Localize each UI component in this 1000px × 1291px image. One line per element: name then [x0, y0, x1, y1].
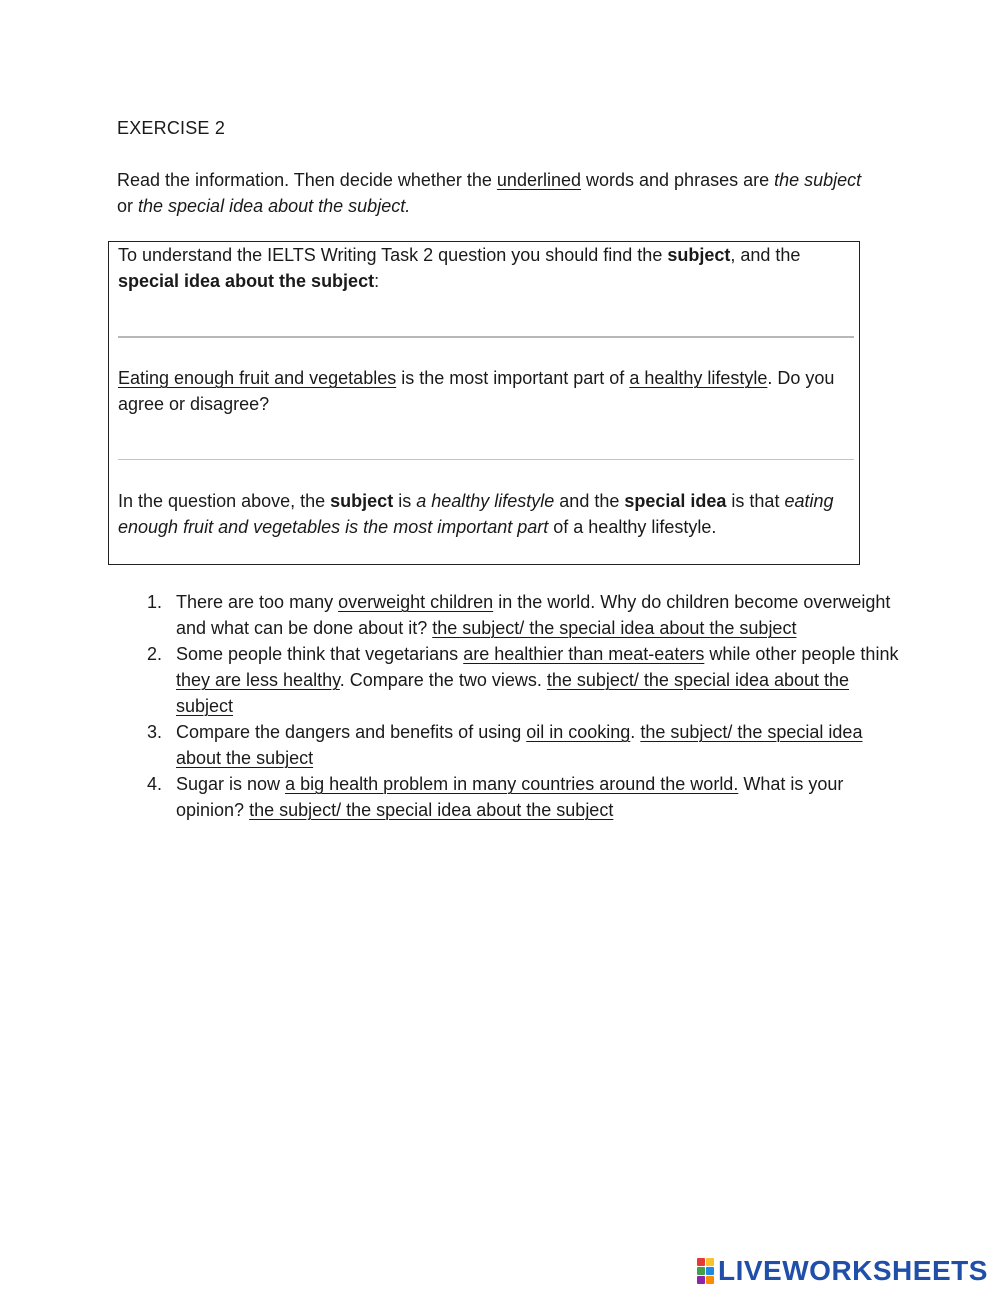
info-box	[108, 241, 860, 565]
explanation-bold-special-idea: special idea	[624, 491, 727, 511]
question-text: Sugar is now	[176, 774, 286, 794]
example-question	[118, 365, 853, 417]
question-text: . Compare the two views.	[339, 670, 547, 690]
example-explanation	[118, 488, 853, 540]
explanation-bold-subject: subject	[330, 491, 394, 511]
info-text: , and the	[730, 245, 801, 265]
intro-italic-subject: the subject	[774, 170, 862, 190]
info-bold-special-idea: special idea about the subject	[118, 271, 375, 291]
question-underlined-phrase: overweight children	[338, 592, 494, 612]
explanation-italic: a healthy lifestyle	[416, 491, 555, 511]
logo-block	[706, 1276, 714, 1284]
logo-block	[706, 1267, 714, 1275]
answer-choice-dropdown[interactable]: the subject/ the special idea about the subject	[249, 800, 614, 820]
question-underlined-phrase: they are less healthy	[176, 670, 340, 690]
example-underlined-special-idea: Eating enough fruit and vegetables	[118, 368, 397, 388]
info-text: To understand the IELTS Writing Task 2 question you should find the	[118, 245, 668, 265]
liveworksheets-logo	[697, 1255, 988, 1287]
explanation-text: of a healthy lifestyle.	[548, 517, 717, 537]
explanation-text: and the	[554, 491, 625, 511]
answer-choice-dropdown[interactable]: the subject/ the special idea about the subject	[176, 722, 863, 768]
info-bold-subject: subject	[667, 245, 731, 265]
question-text: There are too many	[176, 592, 339, 612]
example-underlined-subject: a healthy lifestyle	[629, 368, 768, 388]
question-underlined-phrase: are healthier than meat-eaters	[463, 644, 705, 664]
intro-underlined-word: underlined	[496, 170, 581, 190]
divider	[118, 336, 854, 338]
answer-choice-dropdown[interactable]: the subject/ the special idea about the subject	[176, 670, 850, 716]
logo-blocks-icon	[697, 1258, 714, 1284]
exercise-title: EXERCISE 2	[117, 118, 226, 138]
intro-text: or	[117, 196, 139, 216]
question-item	[140, 771, 900, 823]
logo-block	[697, 1276, 705, 1284]
info-box-intro	[118, 242, 853, 294]
explanation-text: is	[393, 491, 417, 511]
question-item	[140, 589, 900, 641]
logo-text: LIVEWORKSHEETS	[718, 1255, 988, 1286]
example-text: . Do you agree or disagree?	[118, 368, 835, 414]
question-number: 3.	[147, 722, 163, 742]
question-text: What is your opinion?	[176, 774, 844, 820]
question-text: Some people think that vegetarians	[176, 644, 464, 664]
question-text: while other people think	[704, 644, 899, 664]
instructions	[117, 167, 877, 219]
logo-block	[697, 1267, 705, 1275]
explanation-text: is that	[726, 491, 785, 511]
question-number: 4.	[147, 774, 163, 794]
answer-choice-dropdown[interactable]: the subject/ the special idea about the subject	[432, 618, 797, 638]
explanation-italic: eating enough fruit and vegetables is the most important part	[118, 491, 834, 537]
info-text: :	[374, 271, 380, 291]
question-underlined-phrase: oil in cooking	[526, 722, 631, 742]
question-item	[140, 719, 900, 771]
divider	[118, 459, 854, 460]
intro-text: words and phrases are	[581, 170, 775, 190]
question-number: 1.	[147, 592, 163, 612]
question-item	[140, 641, 900, 719]
explanation-text: In the question above, the	[118, 491, 331, 511]
logo-block	[706, 1258, 714, 1266]
question-text: in the world. Why do children become overweight and what can be done about it?	[176, 592, 891, 638]
question-number: 2.	[147, 644, 163, 664]
example-text: is the most important part of	[396, 368, 630, 388]
question-text: .	[630, 722, 641, 742]
intro-italic-special-idea: the special idea about the subject.	[138, 196, 411, 216]
logo-block	[697, 1258, 705, 1266]
intro-text: Read the information. Then decide whether the	[117, 170, 497, 190]
question-underlined-phrase: a big health problem in many countries around the world.	[285, 774, 739, 794]
question-list	[140, 589, 900, 823]
question-text: Compare the dangers and benefits of using	[176, 722, 527, 742]
